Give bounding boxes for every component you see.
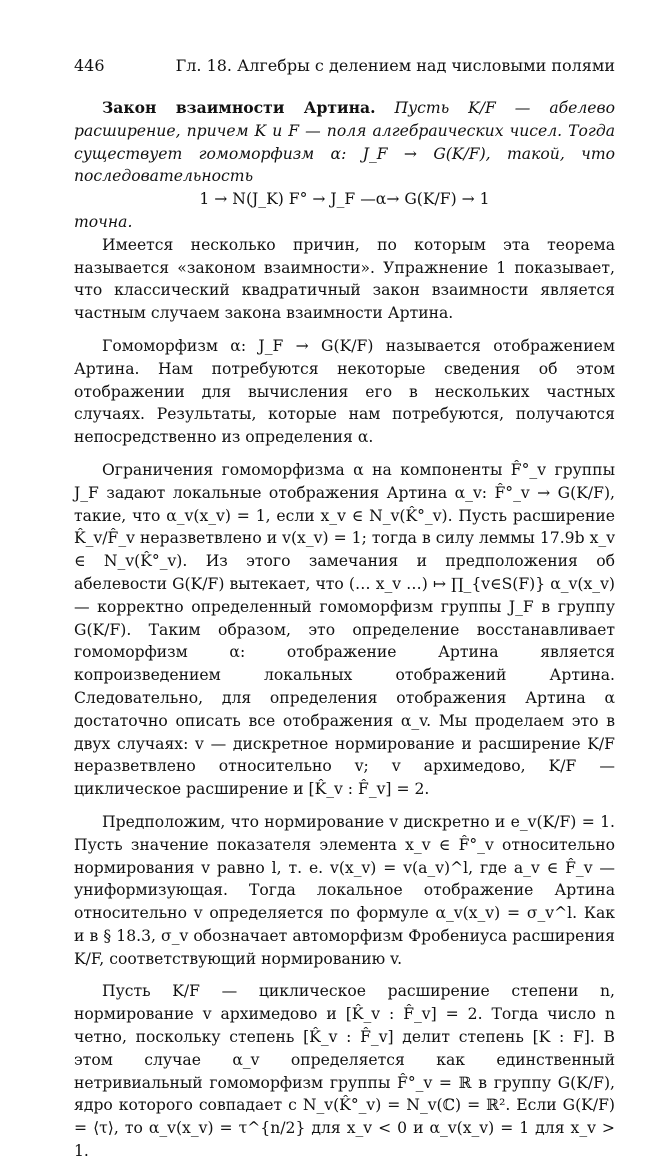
paragraph-2: Гомоморфизм α: J_F → G(K/F) называется отображением Артина. Нам потребуются некоторые сведения об этом отображении для вычисления его в нескольких частных случаях. Результаты, которые нам потребуются, получаются непосредственно из определения α. [74, 336, 615, 447]
theorem-closing: точна. [74, 212, 133, 231]
theorem-name: Закон взаимности Артина. [102, 98, 376, 117]
page-header [74, 56, 615, 75]
main-text [74, 97, 615, 1163]
theorem-statement: Пусть K/F — абелево расширение, причем K и F — поля алгебраических чисел. Тогда существует гомоморфизм α: J_F → G(K/F), такой, что последовательность [74, 99, 615, 186]
exact-sequence-formula: 1 → N(J_K) F° → J_F —α→ G(K/F) → 1 [199, 190, 490, 209]
paragraph-5: Пусть K/F — циклическое расширение степени n, нормирование v архимедово и [K̂_v : F̂_v] = 2. Тогда число n четно, поскольку степень [K̂_v : F̂_v] делит степень [K : F]. В этом случае α_v определяется как единственный нетривиальный гомоморфизм группы F̂°_v = ℝ в группу G(K/F), ядро которого совпадает с N_v(K̂°_v) = N_v(ℂ) = ℝ². Если G(K/F) = ⟨τ⟩, то α_v(x_v) = τ^{n/2} для x_v < 0 и α_v(x_v) = 1 для x_v > 1. [74, 982, 615, 1161]
running-title: Гл. 18. Алгебры с делением над числовыми полями [175, 56, 615, 75]
paragraph-3: Ограничения гомоморфизма α на компоненты F̂°_v группы J_F задают локальные отображения Артина α_v: F̂°_v → G(K/F), такие, что α_v(x_v) = 1, если x_v ∈ N_v(K̂°_v). Пусть расширение K̂_v/F̂_v неразветвлено и v(x_v) = 1; тогда в силу леммы 17.9b x_v ∈ N_v(K̂°_v). Из этого замечания и предположения об абелевости G(K/F) вытекает, что (… x_v …) ↦ ∏_{v∈S(F)} α_v(x_v) — корректно определенный гомоморфизм группы J_F в группу G(K/F). Таким образом, это определение восстанавливает гомоморфизм α: отображение Артина является копроизведением локальных отображений Артина. Следовательно, для определения отображения Артина α достаточно описать все отображения α_v. Мы проделаем это в двух случаях: v — дискретное нормирование и расширение K/F неразветвлено относительно v; v архимедово, K/F — циклическое расширение и [K̂_v : F̂_v] = 2. [74, 460, 615, 799]
paragraph-1: Имеется несколько причин, по которым эта теорема называется «законом взаимности». Упражнение 1 показывает, что классический квадратичный закон взаимности является частным случаем закона взаимности Артина. [74, 235, 615, 323]
theorem-paragraph [74, 97, 615, 188]
page-number: 446 [74, 56, 105, 75]
paragraph-4: Предположим, что нормирование v дискретно и e_v(K/F) = 1. Пусть значение показателя элемента x_v ∈ F̂°_v относительно нормирования v равно l, т. е. v(x_v) = v(a_v)^l, где a_v ∈ F̂_v — униформизующая. Тогда локальное отображение Артина относительно v определяется по формуле α_v(x_v) = σ_v^l. Как и в § 18.3, σ_v обозначает автоморфизм Фробениуса расширения K/F, соответствующий нормированию v. [74, 812, 615, 968]
